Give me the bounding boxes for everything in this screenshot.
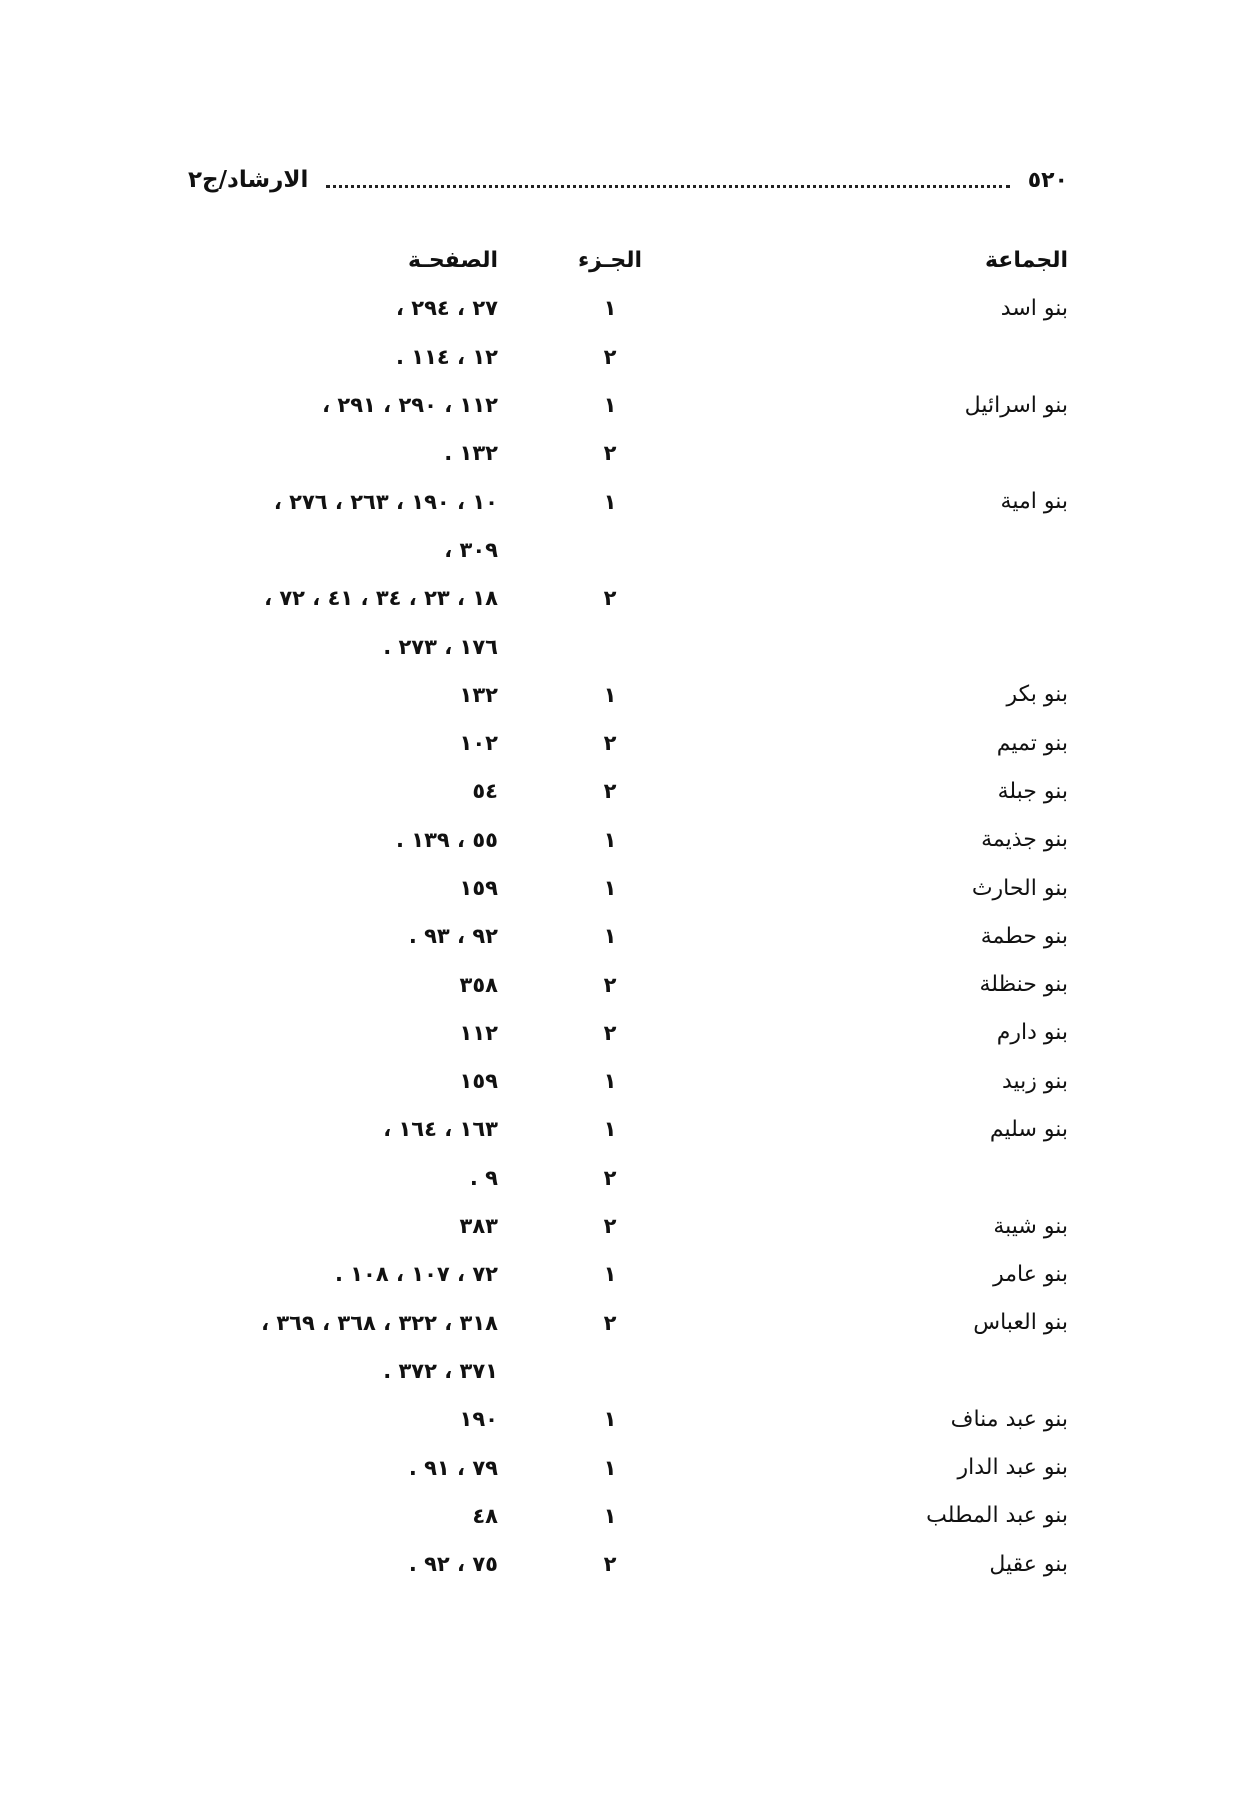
group-name: بنو بكر	[1006, 682, 1068, 708]
page-references: ٤٨	[472, 1503, 498, 1528]
volume-number: ٢	[603, 1214, 617, 1239]
page-references: ١٧٦ ، ٢٧٣ .	[383, 634, 498, 659]
page-references: ٧٢ ، ١٠٧ ، ١٠٨ .	[334, 1262, 498, 1287]
page-references: ٩ .	[469, 1165, 498, 1190]
page-references: ١٢ ، ١١٤ .	[396, 344, 498, 369]
page-references: ١٥٩	[459, 876, 498, 900]
group-name: بنو شيبة	[993, 1213, 1068, 1239]
volume-number: ١	[603, 1407, 617, 1432]
table-row	[188, 622, 1068, 670]
table-row	[188, 1540, 1068, 1588]
volume-number: ٢	[603, 1552, 617, 1577]
group-name: بنو عبد مناف	[950, 1406, 1068, 1432]
page-references: ١٩٠	[459, 1407, 498, 1432]
table-row	[188, 333, 1068, 381]
page-references: ٢٧ ، ٢٩٤ ،	[396, 296, 498, 321]
group-name: بنو اسرائيل	[964, 392, 1068, 418]
book-title: الارشاد/ج٢	[188, 167, 309, 193]
page-references: ١٣٢ .	[444, 441, 498, 466]
dot-leader	[326, 185, 1009, 188]
column-header-group: الجماعة	[984, 247, 1068, 273]
table-row	[188, 912, 1068, 960]
table-row	[188, 1299, 1068, 1347]
volume-number: ٢	[603, 344, 617, 369]
table-row	[188, 1202, 1068, 1250]
table-header-row	[188, 236, 1068, 284]
volume-number: ١	[603, 1262, 617, 1287]
page-references: ٣٠٩ ،	[444, 537, 498, 562]
volume-number: ٢	[603, 731, 617, 756]
group-name: بنو امية	[1000, 489, 1068, 515]
table-row	[188, 960, 1068, 1008]
volume-number: ١	[603, 827, 617, 852]
group-name: بنو جذيمة	[981, 827, 1068, 853]
table-row	[188, 1492, 1068, 1540]
page-references: ١٥٩	[459, 1069, 498, 1094]
volume-number: ١	[603, 1117, 617, 1142]
group-name: بنو الحارث	[971, 875, 1068, 901]
table-row	[188, 1395, 1068, 1443]
table-row	[188, 1347, 1068, 1395]
table-row	[188, 381, 1068, 429]
group-name: بنو عامر	[993, 1261, 1068, 1287]
group-name: بنو زبيد	[1001, 1068, 1068, 1094]
volume-number: ١	[603, 876, 617, 900]
volume-number: ١	[603, 489, 617, 514]
volume-number: ١	[603, 1069, 617, 1094]
groups-index-table	[188, 236, 1068, 1588]
volume-number: ٢	[603, 972, 617, 997]
group-name: بنو عبد المطلب	[926, 1503, 1068, 1529]
page-references: ١٨ ، ٢٣ ، ٣٤ ، ٤١ ، ٧٢ ،	[264, 586, 498, 611]
volume-number: ٢	[603, 1310, 617, 1335]
table-row	[188, 719, 1068, 767]
group-name: بنو سليم	[989, 1116, 1068, 1142]
running-header	[188, 160, 1068, 200]
group-name: بنو تميم	[996, 730, 1068, 756]
page-references: ١٦٣ ، ١٦٤ ،	[383, 1117, 498, 1142]
group-name: بنو اسد	[1000, 295, 1068, 321]
volume-number: ٢	[603, 1165, 617, 1190]
page-references: ١١٢	[459, 1020, 498, 1045]
table-row	[188, 671, 1068, 719]
table-row	[188, 864, 1068, 912]
group-name: بنو العباس	[973, 1310, 1068, 1336]
volume-number: ١	[603, 1455, 617, 1480]
group-name: بنو عقيل	[989, 1551, 1068, 1577]
page-references: ١١٢ ، ٢٩٠ ، ٢٩١ ،	[322, 393, 498, 418]
page-references: ٧٥ ، ٩٢ .	[408, 1552, 498, 1577]
volume-number: ١	[603, 393, 617, 418]
page-references: ٥٤	[472, 779, 498, 804]
page-references: ١٠ ، ١٩٠ ، ٢٦٣ ، ٢٧٦ ،	[273, 489, 498, 514]
page-references: ٣٥٨	[459, 972, 498, 997]
volume-number: ١	[603, 924, 617, 949]
volume-number: ٢	[603, 586, 617, 611]
table-row	[188, 816, 1068, 864]
volume-number: ١	[603, 1503, 617, 1528]
table-row	[188, 1443, 1068, 1491]
column-header-volume: الجـزء	[577, 247, 643, 273]
page-references: ١٠٢	[459, 731, 498, 756]
table-row	[188, 284, 1068, 332]
table-row	[188, 1250, 1068, 1298]
table-row	[188, 574, 1068, 622]
page-references: ٣٧١ ، ٣٧٢ .	[383, 1358, 498, 1383]
page-references: ٩٢ ، ٩٣ .	[408, 924, 498, 949]
group-name: بنو حطمة	[980, 923, 1068, 949]
volume-number: ٢	[603, 441, 617, 466]
volume-number: ١	[603, 682, 617, 707]
volume-number: ٢	[603, 1020, 617, 1045]
group-name: بنو عبد الدار	[957, 1455, 1068, 1481]
table-body	[188, 284, 1068, 1588]
page-number: ٥٢٠	[1027, 167, 1068, 193]
table-row	[188, 477, 1068, 525]
table-row	[188, 767, 1068, 815]
column-header-pages: الصفحـة	[407, 247, 498, 273]
table-row	[188, 1154, 1068, 1202]
volume-number: ٢	[603, 779, 617, 804]
table-row	[188, 526, 1068, 574]
page-references: ٣٨٣	[459, 1214, 498, 1239]
table-row	[188, 1057, 1068, 1105]
page-references: ١٣٢	[459, 682, 498, 707]
page-references: ٣١٨ ، ٣٢٢ ، ٣٦٨ ، ٣٦٩ ،	[261, 1310, 498, 1335]
volume-number: ١	[603, 296, 617, 321]
table-row	[188, 429, 1068, 477]
page-references: ٧٩ ، ٩١ .	[408, 1455, 498, 1480]
group-name: بنو دارم	[996, 1020, 1068, 1046]
group-name: بنو جبلة	[997, 778, 1068, 804]
page-references: ٥٥ ، ١٣٩ .	[396, 827, 498, 852]
group-name: بنو حنظلة	[979, 972, 1068, 998]
table-row	[188, 1009, 1068, 1057]
table-row	[188, 1105, 1068, 1153]
